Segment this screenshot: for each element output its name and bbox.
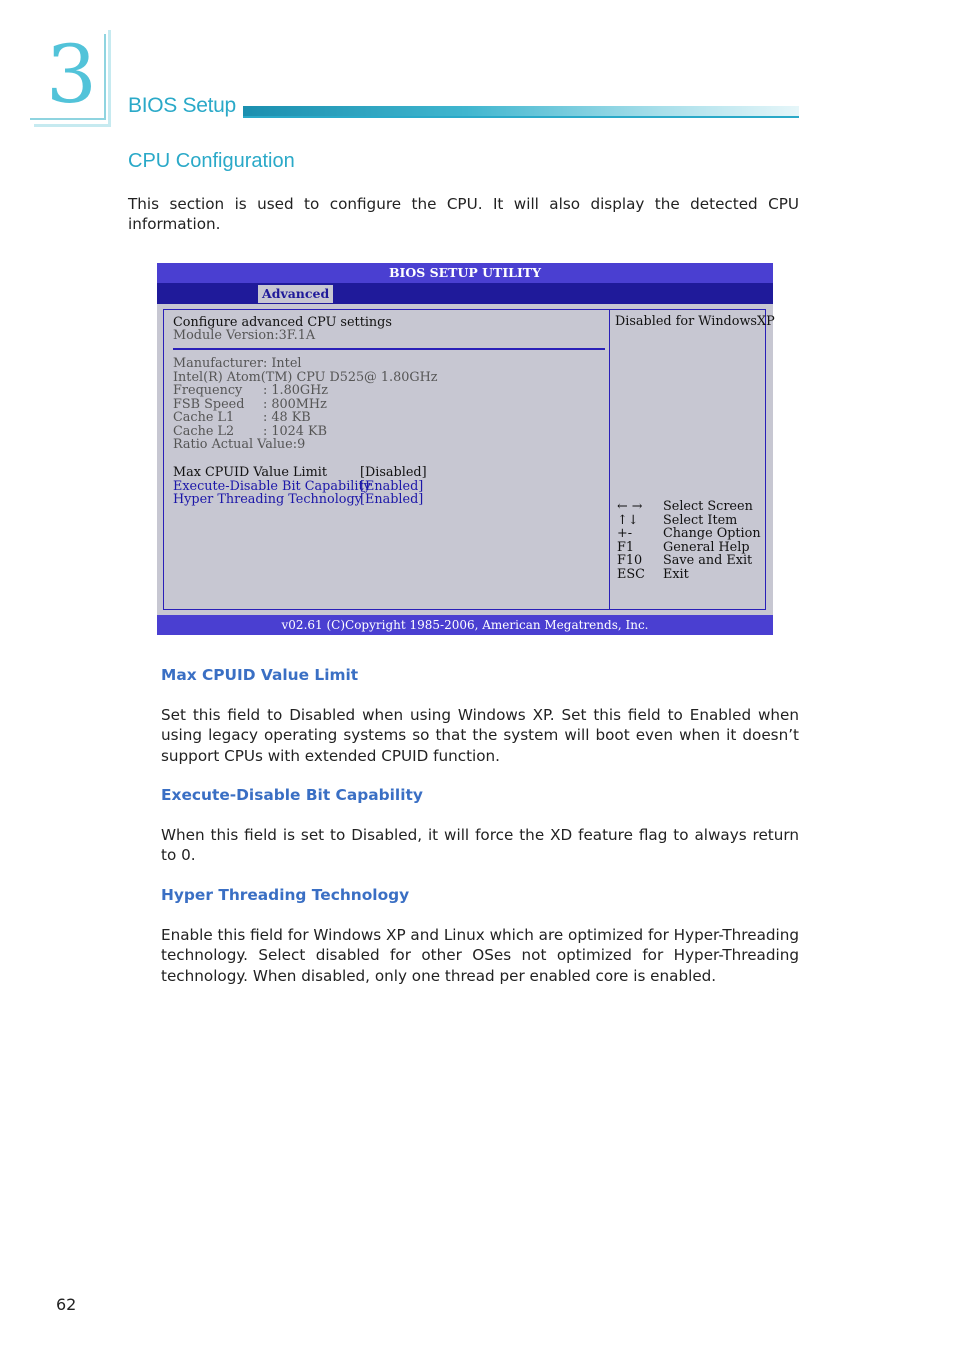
option-execute-disable-value[interactable]: [Enabled] — [360, 478, 424, 494]
bios-footer: v02.61 (C)Copyright 1985-2006, American Megatrends, Inc. — [157, 615, 773, 635]
key-arrows-ud: ↑↓ — [617, 512, 639, 528]
page-number: 62 — [56, 1295, 77, 1314]
para-max-cpuid: Set this field to Disabled when using Windows XP. Set this field to Enabled when using legacy operating systems so that the system will boot even when it doesn’t support CPUs with extended CPUID function. — [161, 706, 799, 765]
bios-separator — [173, 348, 605, 350]
bios-menu-bar — [157, 283, 773, 304]
key-f1: F1 — [617, 539, 635, 555]
key-action: Exit — [663, 566, 689, 582]
help-text: Disabled for WindowsXP — [615, 314, 775, 329]
info-value: : 800MHz — [263, 396, 327, 412]
info-label: Cache L1 — [173, 410, 235, 425]
heading-execute-disable: Execute-Disable Bit Capability — [161, 786, 423, 804]
bios-screen — [157, 263, 773, 635]
tab-advanced[interactable]: Advanced — [258, 285, 333, 303]
bios-help-panel — [609, 309, 775, 610]
key-action: Select Item — [663, 512, 738, 528]
info-label: Ratio Actual Value:9 — [173, 437, 306, 452]
info-value: : 48 KB — [263, 410, 311, 425]
chapter-title: BIOS Setup — [128, 94, 236, 117]
info-label: Frequency — [173, 383, 243, 398]
heading-hyper-threading: Hyper Threading Technology — [161, 886, 410, 904]
key-plus-minus: +- — [617, 526, 633, 541]
key-f10: F10 — [617, 553, 643, 568]
info-value: : 1024 KB — [263, 423, 327, 439]
bios-module-version: Module Version:3F.1A — [173, 328, 316, 343]
section-title: CPU Configuration — [128, 150, 295, 172]
bios-main-panel — [163, 309, 609, 610]
title-decor-line — [243, 116, 799, 118]
title-decor-bar — [243, 106, 799, 116]
info-value: : Intel — [263, 356, 302, 371]
para-execute-disable: When this field is set to Disabled, it will force the XD feature flag to always return to 0. — [161, 826, 799, 865]
info-value: : 1.80GHz — [263, 383, 328, 398]
info-label: Cache L2 — [173, 423, 235, 439]
option-hyper-threading-value[interactable]: [Enabled] — [360, 492, 424, 507]
key-action: Save and Exit — [663, 553, 753, 568]
info-label: Intel(R) Atom(TM) CPU D525 — [173, 369, 365, 385]
info-value: @ 1.80GHz — [364, 369, 438, 385]
chapter-number: 3 — [46, 28, 97, 121]
option-hyper-threading-label[interactable]: Hyper Threading Technology — [173, 492, 362, 507]
key-arrows-lr: ← → — [617, 499, 643, 514]
info-label: Manufacturer — [173, 356, 263, 371]
key-action: General Help — [663, 539, 750, 555]
info-label: FSB Speed — [173, 396, 245, 412]
bios-heading: Configure advanced CPU settings — [173, 315, 392, 330]
option-max-cpuid-value[interactable]: [Disabled] — [360, 465, 427, 480]
option-execute-disable-label[interactable]: Execute-Disable Bit Capability — [173, 478, 371, 494]
option-max-cpuid-label[interactable]: Max CPUID Value Limit — [173, 465, 327, 480]
key-action: Select Screen — [663, 499, 753, 514]
section-intro: This section is used to configure the CPU. It will also display the detected CPU information. — [128, 195, 799, 233]
heading-max-cpuid: Max CPUID Value Limit — [161, 666, 359, 684]
para-hyper-threading: Enable this field for Windows XP and Linux which are optimized for Hyper-Threading technology. Select disabled for other OSes not optimized for Hyper-Threading technology. When disabled, only one thread per enabled core is enabled. — [161, 926, 799, 985]
bios-title-bar: BIOS SETUP UTILITY — [157, 263, 773, 283]
key-action: Change Option — [663, 526, 761, 541]
key-esc: ESC — [617, 566, 645, 582]
